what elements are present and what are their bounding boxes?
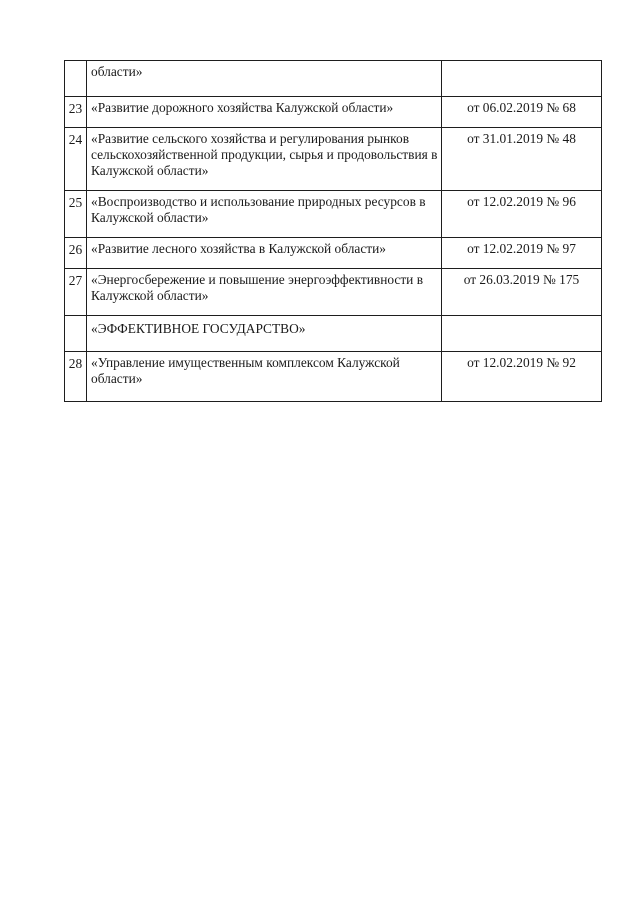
- section-title: «ЭФФЕКТИВНОЕ ГОСУДАРСТВО»: [87, 316, 442, 352]
- table-row: [65, 352, 602, 402]
- row-number: 28: [65, 352, 87, 402]
- program-name: «Энергосбережение и повышение энергоэффективности в Калужской области»: [87, 269, 442, 316]
- row-number: 25: [65, 191, 87, 238]
- row-number: [65, 61, 87, 97]
- row-number: 27: [65, 269, 87, 316]
- table-row: [65, 191, 602, 238]
- resolution-date: от 12.02.2019 № 92: [442, 352, 602, 402]
- resolution-date: от 06.02.2019 № 68: [442, 97, 602, 128]
- program-name: области»: [87, 61, 442, 97]
- programs-table: [64, 60, 602, 402]
- row-number: 23: [65, 97, 87, 128]
- table-row: [65, 61, 602, 97]
- row-number: 24: [65, 128, 87, 191]
- table-row: [65, 238, 602, 269]
- resolution-date: от 12.02.2019 № 97: [442, 238, 602, 269]
- program-name: «Управление имущественным комплексом Калужской области»: [87, 352, 442, 402]
- table-row: [65, 97, 602, 128]
- table-row: [65, 269, 602, 316]
- row-number: 26: [65, 238, 87, 269]
- program-name: «Развитие сельского хозяйства и регулирования рынков сельскохозяйственной продукции, сырья и продовольствия в Калужской области»: [87, 128, 442, 191]
- program-name: «Воспроизводство и использование природных ресурсов в Калужской области»: [87, 191, 442, 238]
- row-number: [65, 316, 87, 352]
- resolution-date: от 31.01.2019 № 48: [442, 128, 602, 191]
- program-name: «Развитие лесного хозяйства в Калужской области»: [87, 238, 442, 269]
- table-row: [65, 128, 602, 191]
- resolution-date: [442, 316, 602, 352]
- program-name: «Развитие дорожного хозяйства Калужской области»: [87, 97, 442, 128]
- resolution-date: от 12.02.2019 № 96: [442, 191, 602, 238]
- section-row: [65, 316, 602, 352]
- resolution-date: от 26.03.2019 № 175: [442, 269, 602, 316]
- resolution-date: [442, 61, 602, 97]
